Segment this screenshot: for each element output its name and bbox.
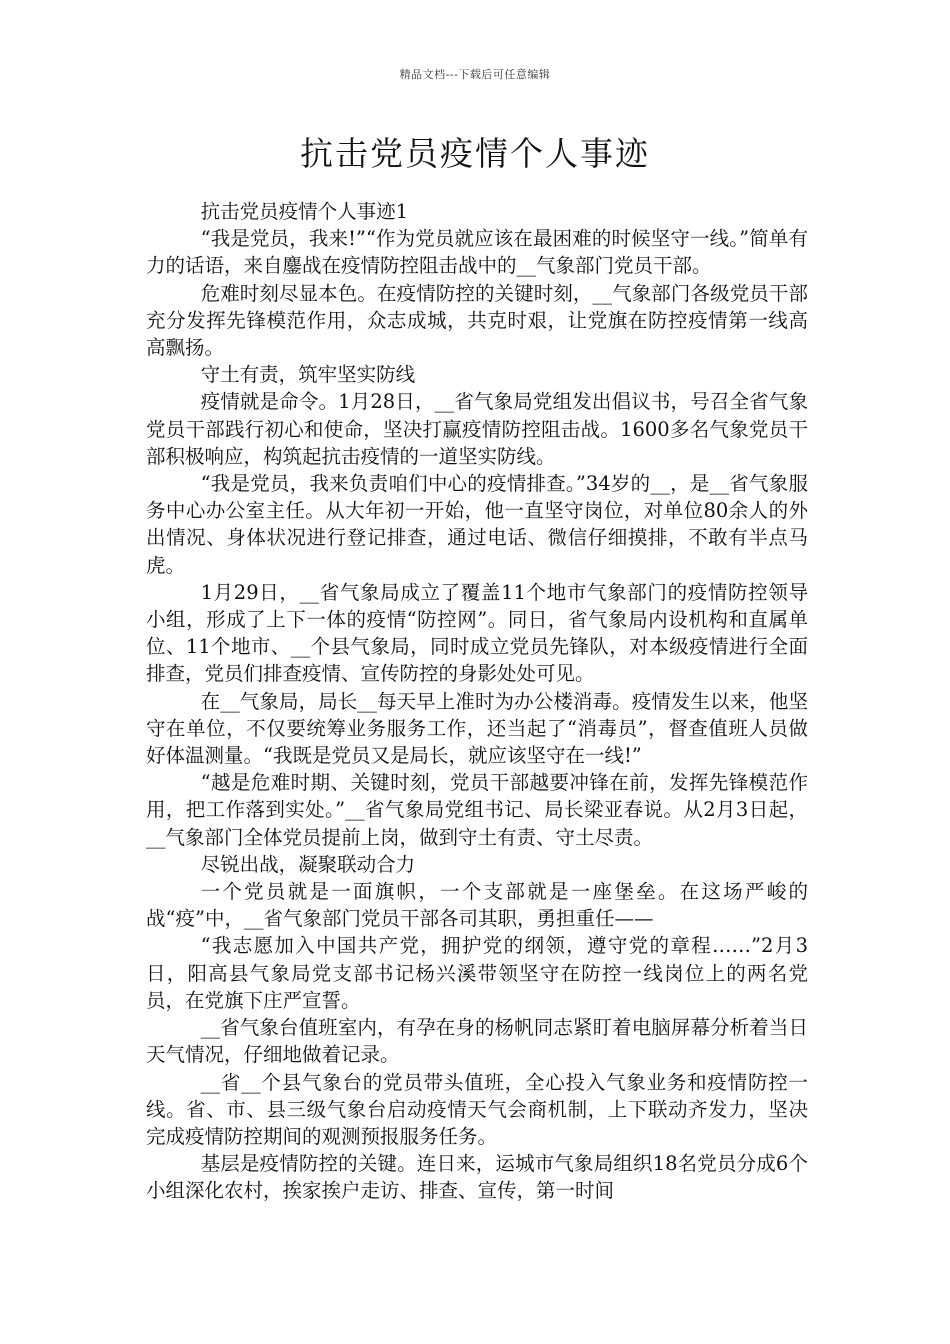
paragraph: __省__个县气象台的党员带头值班，全心投入气象业务和疫情防控一线。省、市、县三级气象台启动疫情天气会商机制，上下联动齐发力，坚决完成疫情防控期间的观测预报服务任务。 bbox=[146, 1070, 808, 1148]
paragraph: 疫情就是命令。1月28日，__省气象局党组发出倡议书，号召全省气象党员干部践行初心和使命，坚决打赢疫情防控阻击战。1600多名气象党员干部积极响应，构筑起抗击疫情的一道坚实防线。 bbox=[146, 390, 808, 468]
paragraph: 危难时刻尽显本色。在疫情防控的关键时刻，__气象部门各级党员干部充分发挥先锋模范作用，众志成城，共克时艰，让党旗在防控疫情第一线高高飘扬。 bbox=[146, 281, 808, 360]
section-heading: 尽锐出战，凝聚联动合力 bbox=[200, 852, 416, 876]
section-heading: 守土有责，筑牢坚实防线 bbox=[200, 363, 416, 387]
paragraph: 在__气象局，局长__每天早上准时为办公楼消毒。疫情发生以来，他坚守在单位，不仅要统筹业务服务工作，还当起了“消毒员”，督查值班人员做好体温测量。“我既是党员又是局长，就应该坚守在一线!” bbox=[146, 689, 808, 768]
document-title: 抗击党员疫情个人事迹 bbox=[300, 134, 650, 173]
paragraph: 一个党员就是一面旗帜，一个支部就是一座堡垒。在这场严峻的战“疫”中，__省气象部门党员干部各司其职，勇担重任—— bbox=[146, 880, 808, 931]
paragraph: 抗击党员疫情个人事迹1 bbox=[200, 200, 409, 223]
paragraph: 1月29日，__省气象局成立了覆盖11个地市气象部门的疫情防控领导小组，形成了上下一体的疫情“防控网”。同日，省气象局内设机构和直属单位、11个地市、__个县气象局，同时成立党员先锋队，对本级疫情进行全面排查，党员们排查疫情、宣传防控的身影处处可见。 bbox=[146, 580, 808, 686]
paragraph: 基层是疫情防控的关键。连日来，运城市气象局组织18名党员分成6个小组深化农村，挨家挨户走访、排查、宣传，第一时间 bbox=[146, 1152, 808, 1203]
paragraph: __省气象台值班室内，有孕在身的杨帆同志紧盯着电脑屏幕分析着当日天气情况，仔细地做着记录。 bbox=[146, 1016, 808, 1067]
paragraph: “越是危难时期、关键时刻，党员干部越要冲锋在前，发挥先锋模范作用，把工作落到实处。”__省气象局党组书记、局长梁亚春说。从2月3日起，__气象部门全体党员提前上岗，做到守土有责、守土尽责。 bbox=[146, 771, 808, 849]
paragraph: “我是党员，我来!”“作为党员就应该在最困难的时候坚守一线。”简单有力的话语，来自鏖战在疫情防控阻击战中的__气象部门党员干部。 bbox=[146, 227, 808, 278]
paragraph: “我志愿加入中国共产党，拥护党的纲领，遵守党的章程……”2月3日，阳高县气象局党支部书记杨兴溪带领坚守在防控一线岗位上的两名党员，在党旗下庄严宣誓。 bbox=[146, 934, 808, 1012]
paragraph: “我是党员，我来负责咱们中心的疫情排查。”34岁的__，是__省气象服务中心办公室主任。从大年初一开始，他一直坚守岗位，对单位80余人的外出情况、身体状况进行登记排查，通过电话、微信仔细摸排，不敢有半点马虎。 bbox=[146, 472, 808, 577]
header-note: 精品文档---下载后可任意编辑 bbox=[399, 68, 551, 81]
document-body bbox=[146, 198, 808, 1205]
